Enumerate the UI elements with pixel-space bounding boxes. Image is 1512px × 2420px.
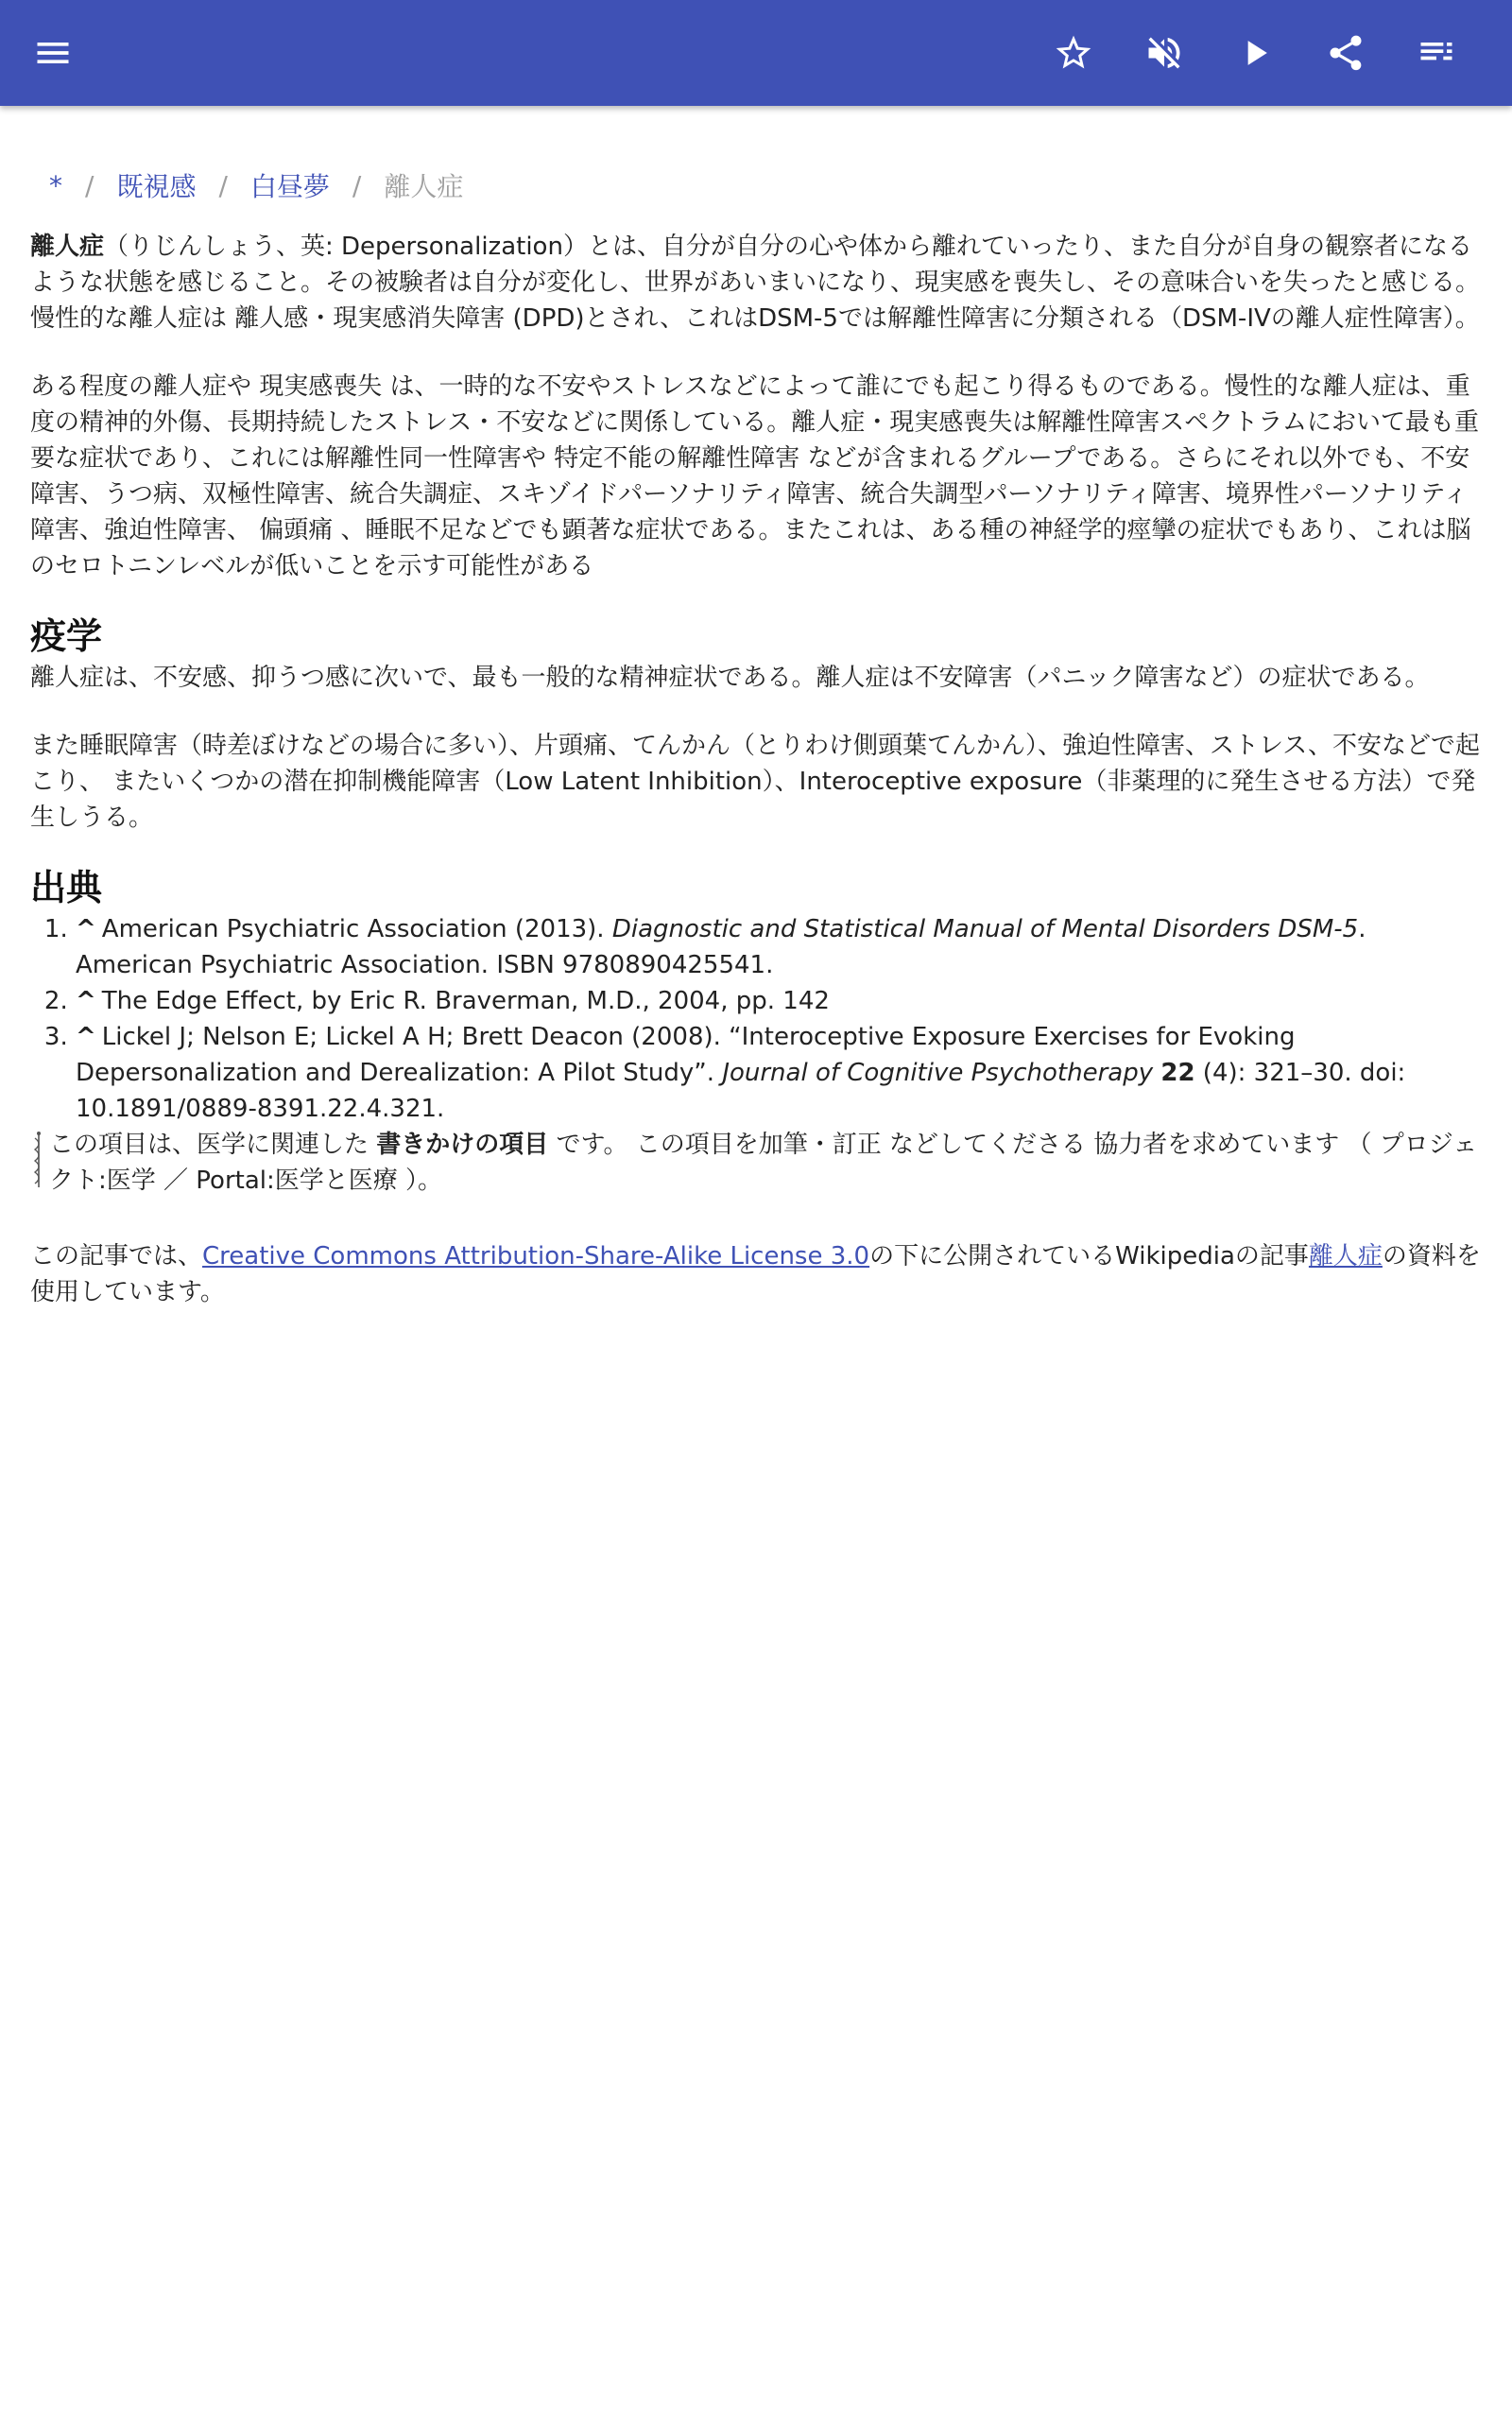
menu-button[interactable] <box>23 23 83 83</box>
epidemiology-paragraph-1: 離人症は、不安感、抑うつ感に次いで、最も一般的な精神症状である。離人症は不安障害（パニック障害など）の症状である。 <box>30 664 1430 692</box>
breadcrumb-current: 離人症 <box>384 171 464 202</box>
reference-item <box>76 911 1486 983</box>
reference-title: Diagnostic and Statistical Manual of Mental Disorders DSM-5 <box>611 915 1359 943</box>
stub-notice <box>30 1127 1486 1199</box>
play-button[interactable] <box>1225 23 1285 83</box>
reference-text: (4): 321–30. doi: 10.1891/0889-8391.22.4.321. <box>76 1059 1406 1123</box>
reference-text: American Psychiatric Association (2013). <box>101 915 612 943</box>
source-article-link[interactable]: 離人症 <box>1308 1242 1383 1270</box>
intro-term: 離人症 <box>30 233 105 261</box>
share-icon <box>1325 32 1366 74</box>
license-notice <box>30 1238 1486 1310</box>
section-heading-epidemiology: 疫学 <box>30 615 103 657</box>
reference-journal: Journal of Cognitive Psychotherapy <box>722 1059 1154 1087</box>
stub-bold-text: 書きかけの項目 <box>376 1131 549 1159</box>
breadcrumb-separator: / <box>85 169 94 201</box>
breadcrumb-item-dejavu[interactable]: 既視感 <box>116 171 197 202</box>
backlink-caret[interactable]: ^ <box>76 1023 96 1051</box>
mute-button[interactable] <box>1134 23 1194 83</box>
breadcrumb-separator: / <box>352 169 362 201</box>
backlink-caret[interactable]: ^ <box>76 987 96 1015</box>
bookmark-button[interactable] <box>1043 23 1104 83</box>
license-link[interactable]: Creative Commons Attribution-Share-Alike License 3.0 <box>202 1242 870 1270</box>
license-text: の下に公開されているWikipediaの記事 <box>869 1242 1309 1270</box>
reference-text: . American Psychiatric Association. ISBN 9780890425541. <box>76 915 1366 979</box>
reference-item <box>76 1019 1486 1127</box>
volume-off-icon <box>1143 32 1185 74</box>
license-text: この記事では、 <box>30 1242 203 1270</box>
backlink-caret[interactable]: ^ <box>76 915 96 943</box>
epidemiology-paragraph-2: また睡眠障害（時差ぼけなどの場合に多い）、片頭痛、てんかん（とりわけ側頭葉てんかん）、強迫性障害、ストレス、不安などで起こり、 またいくつかの潜在抑制機能障害（Low Latent Inhibition）、Interoceptive exposure（非薬理的に発生させる方法）で発生しうる。 <box>30 732 1481 832</box>
share-button[interactable] <box>1315 23 1376 83</box>
section-heading-sources: 出典 <box>30 867 103 908</box>
toc-button[interactable] <box>1406 23 1467 83</box>
article-content <box>30 106 1486 1310</box>
play-icon <box>1234 32 1276 74</box>
license-text: の資料を使用しています。 <box>30 1242 1481 1306</box>
reference-item <box>76 983 1486 1019</box>
breadcrumb-item-daydream[interactable]: 白昼夢 <box>249 171 330 202</box>
stub-text: この項目は、医学に関連した <box>49 1131 377 1159</box>
intro-paragraph <box>30 229 1486 337</box>
paragraph-2: ある程度の離人症や 現実感喪失 は、一時的な不安やストレスなどによって誰にでも起こり得るものである。慢性的な離人症は、重度の精神的外傷、長期持続したストレス・不安などに関係している。離人症・現実感喪失は解離性障害スペクトラムにおいて最も重要な症状であり、これには解離性同一性障害や 特定不能の解離性障害 などが含まれるグループである。さらにそれ以外でも、不安障害、うつ病、双極性障害、統合失調症、スキゾイドパーソナリティ障害、統合失調型パーソナリティ障害、境界性パーソナリティ障害、強迫性障害、 偏頭痛 、睡眠不足などでも顕著な症状である。またこれは、ある種の神経学的痙攣の症状でもあり、これは脳のセロトニンレベルが低いことを示す可能性がある <box>30 372 1479 580</box>
intro-text: （りじんしょう、英: Depersonalization）とは、自分が自分の心や体から離れていったり、また自分が自身の観察者になるような状態を感じること。その被験者は自分が変化し、世界があいまいになり、現実感を喪失し、その意味合いを失ったと感じる。慢性的な離人症は 離人感・現実感消失障害 (DPD)とされ、これはDSM-5では解離性障害に分類される（DSM-IVの離人症性障害）。 <box>30 233 1481 333</box>
breadcrumb-separator: / <box>218 169 228 201</box>
playlist-icon <box>1416 32 1457 74</box>
reference-text: Lickel J; Nelson E; Lickel A H; Brett Deacon (2008). “Interoceptive Exposure Exercises for Evoking Depersonalization and Derealization: A Pilot Study”. <box>76 1023 1296 1087</box>
breadcrumb-home[interactable]: * <box>49 169 62 201</box>
star-outline-icon <box>1053 32 1094 74</box>
breadcrumb <box>30 163 1486 208</box>
menu-icon <box>32 32 74 74</box>
reference-text: The Edge Effect, by Eric R. Braverman, M.D., 2004, pp. 142 <box>101 987 830 1015</box>
reference-list <box>30 911 1486 1127</box>
reference-volume: 22 <box>1160 1059 1195 1087</box>
app-bar <box>0 0 1512 106</box>
caduceus-icon <box>32 1131 45 1189</box>
stub-text: です。 この項目を加筆・訂正 などしてくださる 協力者を求めています （ プロジェクト:医学 ／ Portal:医学と医療 ）。 <box>49 1131 1478 1195</box>
